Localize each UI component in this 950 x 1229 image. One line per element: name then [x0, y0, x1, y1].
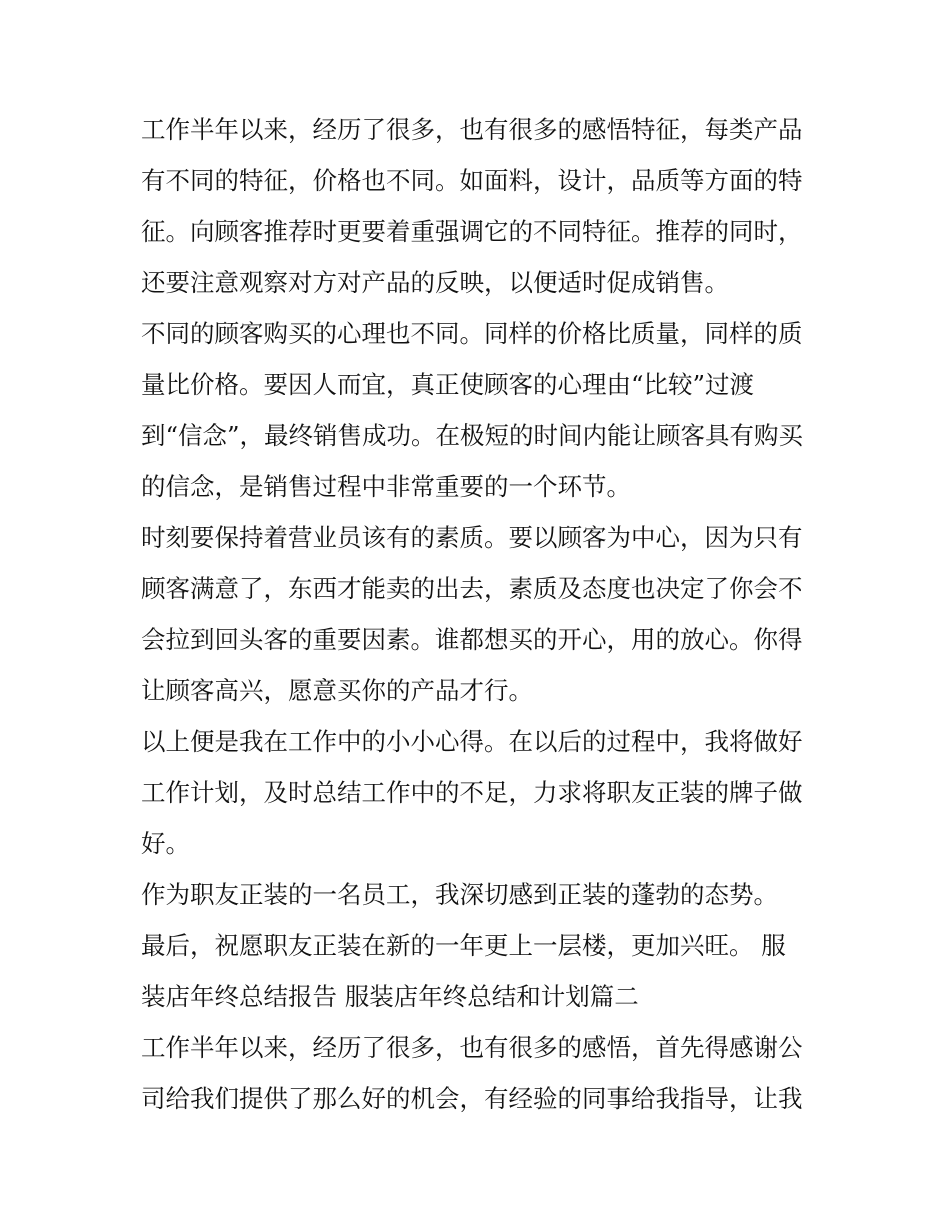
text-line: 征。向顾客推荐时更要着重强调它的不同特征。推荐的同时，	[141, 217, 803, 246]
text-line: 装店年终总结报告 服装店年终总结和计划篇二	[141, 982, 639, 1011]
text-line: 工作半年以来，经历了很多，也有很多的感悟，首先得感谢公	[141, 1033, 803, 1062]
text-line: 时刻要保持着营业员该有的素质。要以顾客为中心，因为只有	[141, 523, 803, 552]
text-line: 作为职友正装的一名员工，我深切感到正装的蓬勃的态势。	[141, 880, 778, 909]
text-line: 量比价格。要因人而宜，真正使顾客的心理由“比较”过渡	[141, 370, 755, 399]
text-line: 最后，祝愿职友正装在新的一年更上一层楼，更加兴旺。 服	[141, 931, 786, 960]
text-line: 让顾客高兴，愿意买你的产品才行。	[141, 676, 533, 705]
text-line: 会拉到回头客的重要因素。谁都想买的开心，用的放心。你得	[141, 625, 803, 654]
text-line: 顾客满意了，东西才能卖的出去，素质及态度也决定了你会不	[141, 574, 803, 603]
text-line: 好。	[141, 829, 190, 858]
text-line: 的信念，是销售过程中非常重要的一个环节。	[141, 472, 631, 501]
document-body	[141, 104, 821, 1124]
text-line: 工作计划，及时总结工作中的不足，力求将职友正装的牌子做	[141, 778, 803, 807]
text-line: 不同的顾客购买的心理也不同。同样的价格比质量，同样的质	[141, 319, 803, 348]
text-line: 工作半年以来，经历了很多，也有很多的感悟特征，每类产品	[141, 115, 803, 144]
text-line: 还要注意观察对方对产品的反映，以便适时促成销售。	[141, 268, 729, 297]
text-line: 以上便是我在工作中的小小心得。在以后的过程中，我将做好	[141, 727, 803, 756]
text-line: 司给我们提供了那么好的机会，有经验的同事给我指导，让我	[141, 1084, 803, 1113]
text-line: 有不同的特征，价格也不同。如面料，设计，品质等方面的特	[141, 166, 803, 195]
text-line: 到“信念”，最终销售成功。在极短的时间内能让顾客具有购买	[141, 421, 804, 450]
